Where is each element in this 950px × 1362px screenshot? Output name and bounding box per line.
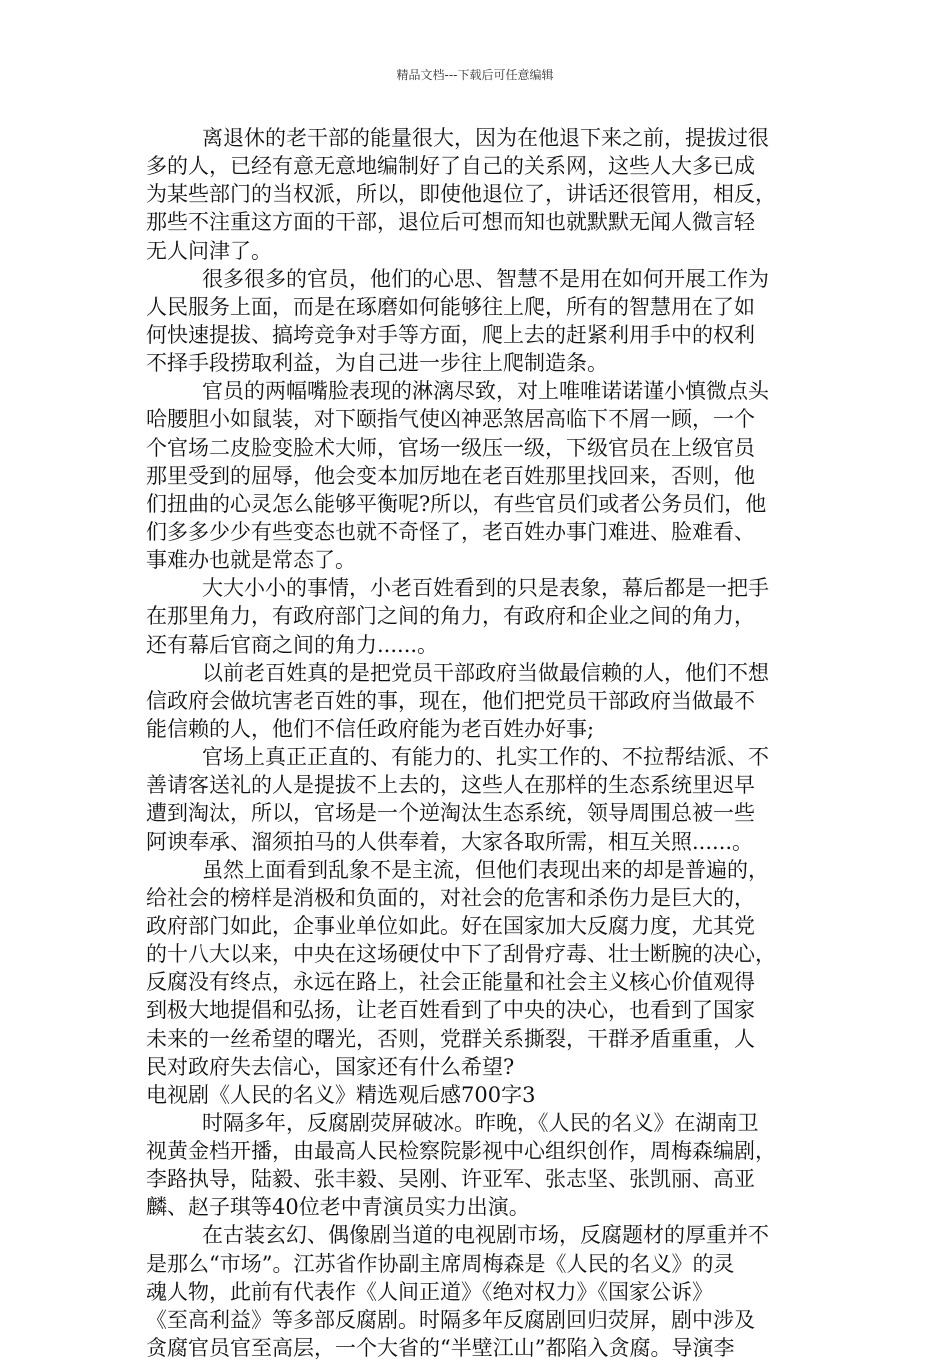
text-line: 魂人物，此前有代表作《人间正道》《绝对权力》《国家公诉》 — [146, 1279, 713, 1304]
text-line: 官员的两幅嘴脸表现的淋漓尽致，对上唯唯诺诺谨小慎微点头 — [202, 379, 769, 404]
text-line: 民对政府失去信心，国家还有什么希望? — [146, 1054, 515, 1079]
text-line: 电视剧《人民的名义》精选观后感700字3 — [146, 1082, 536, 1107]
text-line: 贪腐官员官至高层，一个大省的“半壁江山”都陷入贪腐。导演李 — [146, 1336, 735, 1361]
text-line: 为某些部门的当权派，所以，即使他退位了，讲话还很管用，相反， — [146, 182, 776, 207]
text-line: 时隔多年，反腐剧荧屏破冰。昨晚，《人民的名义》在湖南卫 — [202, 1110, 759, 1135]
text-line: 人民服务上面，而是在琢磨如何能够往上爬，所有的智慧用在了如 — [146, 294, 755, 319]
text-line: 李路执导，陆毅、张丰毅、吴刚、许亚军、张志坚、张凯丽、高亚 — [146, 1167, 755, 1192]
text-line: 在古装玄幻、偶像剧当道的电视剧市场，反腐题材的厚重并不 — [202, 1223, 769, 1248]
text-line: 离退休的老干部的能量很大，因为在他退下来之前，提拔过很 — [202, 126, 769, 150]
text-line: 不择手段捞取利益，为自己进一步往上爬制造条。 — [146, 351, 608, 376]
text-line: 给社会的榜样是消极和负面的，对社会的危害和杀伤力是巨大的， — [146, 885, 755, 910]
text-line: 个官场二皮脸变脸术大师，官场一级压一级，下级官员在上级官员 — [146, 435, 755, 460]
text-line: 是那么“市场”。江苏省作协副主席周梅森是《人民的名义》的灵 — [146, 1251, 735, 1276]
text-line: 官场上真正正直的、有能力的、扎实工作的、不拉帮结派、不 — [202, 745, 769, 770]
text-line: 政府部门如此，企事业单位如此。好在国家加大反腐力度，尤其党 — [146, 913, 755, 938]
text-line: 麟、赵子琪等40位老中青演员实力出演。 — [146, 1195, 530, 1220]
text-line: 信政府会做坑害老百姓的事，现在，他们把党员干部政府当做最不 — [146, 688, 755, 713]
text-line: 善请客送礼的人是提拔不上去的，这些人在那样的生态系统里迟早 — [146, 773, 755, 798]
text-line: 多的人，已经有意无意地编制好了自己的关系网，这些人大多已成 — [146, 154, 755, 179]
text-line: 还有幕后官商之间的角力......。 — [146, 632, 439, 657]
text-line: 们多多少少有些变态也就不奇怪了，老百姓办事门难进、脸难看、 — [146, 519, 755, 544]
text-line: 遭到淘汰，所以，官场是一个逆淘汰生态系统，领导周围总被一些 — [146, 801, 755, 826]
text-line: 未来的一丝希望的曙光，否则，党群关系撕裂，干群矛盾重重，人 — [146, 1026, 755, 1051]
text-line: 何快速提拔、搞垮竞争对手等方面，爬上去的赶紧利用手中的权利 — [146, 322, 755, 347]
text-line: 以前老百姓真的是把党员干部政府当做最信赖的人，他们不想 — [202, 660, 769, 685]
text-line: 到极大地提倡和弘扬，让老百姓看到了中央的决心，也看到了国家 — [146, 998, 755, 1023]
text-line: 阿谀奉承、溜须拍马的人供奉着，大家各取所需，相互关照......。 — [146, 829, 754, 854]
page-header: 精品文档---下载后可任意编辑 — [396, 68, 554, 82]
text-line: 的十八大以来，中央在这场硬仗中下了刮骨疗毒、壮士断腕的决心， — [146, 942, 776, 967]
text-line: 那里受到的屈辱，他会变本加厉地在老百姓那里找回来，否则，他 — [146, 463, 755, 488]
text-line: 虽然上面看到乱象不是主流，但他们表现出来的却是普遍的， — [202, 857, 769, 882]
text-line: 反腐没有终点，永远在路上，社会正能量和社会主义核心价值观得 — [146, 970, 755, 995]
text-line: 大大小小的事情，小老百姓看到的只是表象，幕后都是一把手 — [202, 576, 769, 601]
text-line: 《至高利益》等多部反腐剧。时隔多年反腐剧回归荧屏，剧中涉及 — [146, 1307, 755, 1332]
text-line: 能信赖的人，他们不信任政府能为老百姓办好事; — [146, 716, 595, 741]
text-line: 无人问津了。 — [146, 238, 272, 263]
document-body — [146, 124, 818, 1362]
text-line: 很多很多的官员，他们的心思、智慧不是用在如何开展工作为 — [202, 266, 769, 291]
text-line: 们扭曲的心灵怎么能够平衡呢?所以，有些官员们或者公务员们，他 — [146, 491, 767, 516]
text-line: 哈腰胆小如鼠装，对下颐指气使凶神恶煞居高临下不屑一顾，一个 — [146, 407, 755, 432]
text-line: 事难办也就是常态了。 — [146, 548, 356, 573]
text-line: 视黄金档开播，由最高人民检察院影视中心组织创作，周梅森编剧， — [146, 1139, 776, 1164]
text-line: 那些不注重这方面的干部，退位后可想而知也就默默无闻人微言轻 — [146, 210, 755, 235]
text-line: 在那里角力，有政府部门之间的角力，有政府和企业之间的角力， — [146, 604, 755, 629]
